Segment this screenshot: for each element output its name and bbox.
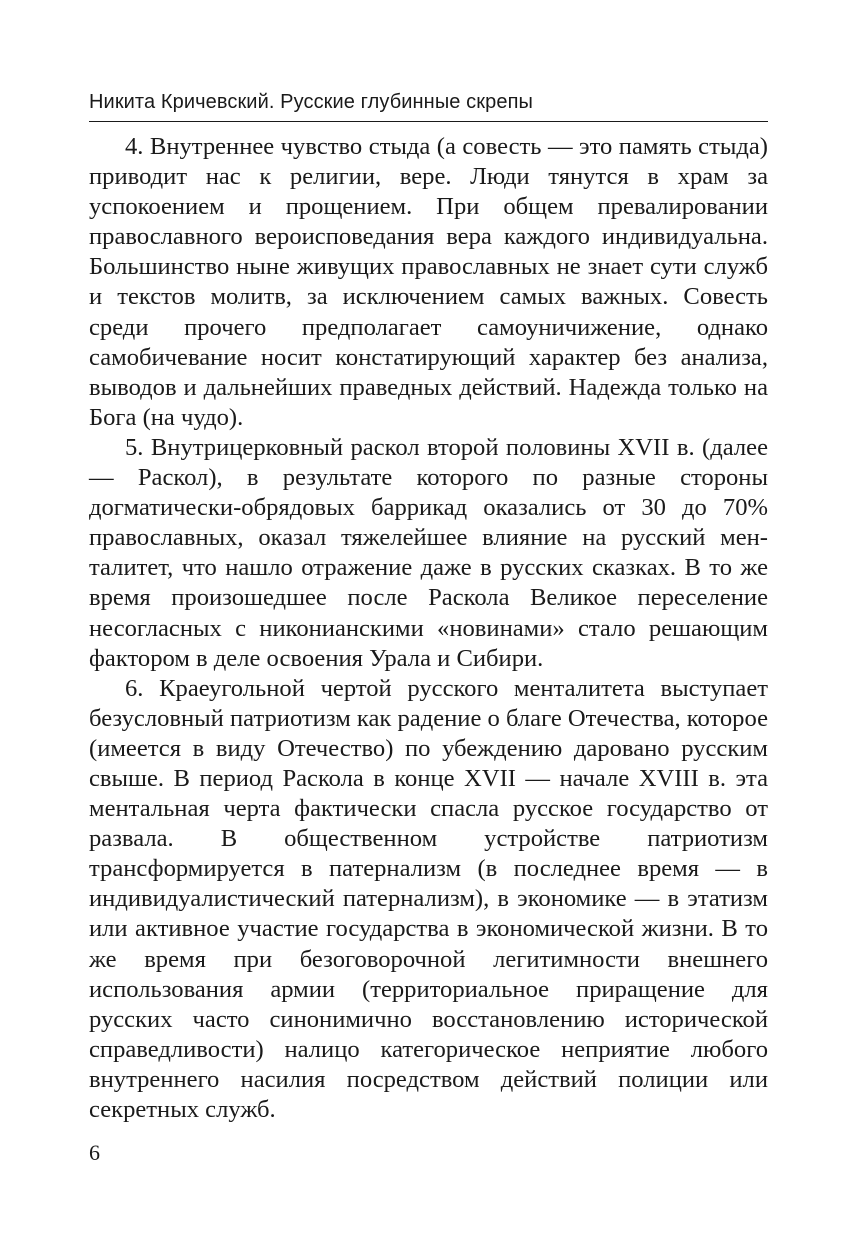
running-head: Никита Кричевский. Русские глубинные скрепы (89, 91, 533, 113)
paragraph-6: 6. Краеугольной чертой русского менталитета выступает безусловный патриотизм как радение о благе Отечества, которое (имеется в виду Отечество) по убеждению даровано русским свыше. В период Раскола в конце XVII — начале XVIII в. эта ментальная черта фактически спасла русское государство от развала. В общественном устройстве патриотизм трансформируется в патернализм (в последнее время — в индивидуалистический патернализм), в экономике — в этатизм или активное участие государства в экономической жизни. В то же время при безоговорочной легитимности внешнего использования армии (территориальное приращение для русских часто синонимично восстановлению исторической справедливости) налицо категорическое неприятие любого внутреннего насилия посредством действий полиции или секретных служб. (89, 674, 768, 1123)
page-number: 6 (89, 1140, 100, 1165)
header-rule (89, 121, 768, 122)
body-text (89, 132, 768, 1125)
paragraph-5: 5. Внутрицерковный раскол второй половины XVII в. (далее — Раскол), в результате которого по разные стороны догматически-обрядовых баррикад оказались от 30 до 70% православных, оказал тяжелейшее влияние на русский менталитет, что нашло отражение даже в русских сказках. В то же время произошедшее после Раскола Великое переселение несогласных с никонианскими «новинами» стало решающим фактором в деле освоения Урала и Сибири. (89, 433, 768, 672)
paragraph-4: 4. Внутреннее чувство стыда (а совесть — это память стыда) приводит нас к религии, вере. Люди тянутся в храм за успокоением и прощением. При общем превалировании православного вероисповедания вера каждого индивидуальна. Большинство ныне живущих православных не знает сути служб и текстов молитв, за исключением самых важных. Совесть среди прочего предполагает самоуничижение, однако самобичевание носит констатирующий характер без анализа, выводов и дальнейших праведных действий. Надежда только на Бога (на чудо). (89, 133, 768, 431)
